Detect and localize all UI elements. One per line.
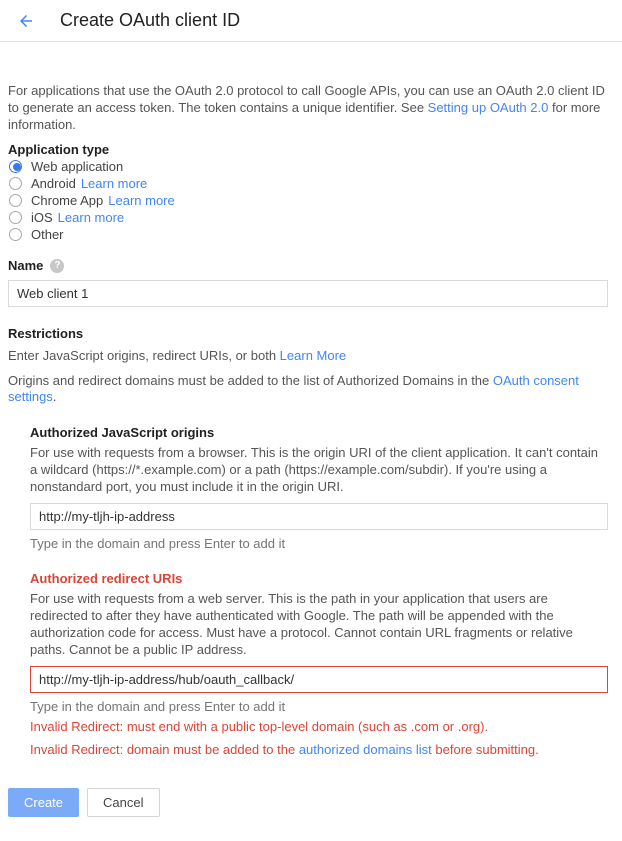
create-button[interactable]: Create [8,788,79,817]
back-arrow-icon [17,12,35,30]
radio-option-web-application[interactable] [8,158,608,174]
application-type-label: Application type [8,142,110,157]
origins-section [30,425,608,551]
page-header [0,0,622,42]
application-type-group [8,142,608,242]
restrictions-text-2: Origins and redirect domains must be added to the list of Authorized Domains in the [8,373,493,388]
radio-icon[interactable] [9,228,22,241]
origins-heading: Authorized JavaScript origins [30,425,215,440]
error-message-tld: Invalid Redirect: must end with a public top-level domain (such as .com or .org). [30,719,489,734]
error-text-before: Invalid Redirect: domain must be added to the [30,742,299,757]
redirect-uri-input[interactable] [30,666,608,693]
redirect-uris-description: For use with requests from a web server. This is the path in your application that users are redirected to after they have authenticated with Google. The path will be appended with the authorization code for access. Must have a protocol. Cannot contain URL fragments or relative paths. Cannot be a public IP address. [30,591,573,657]
restrictions-heading: Restrictions [8,326,84,341]
help-icon[interactable]: ? [50,259,64,273]
radio-option-other[interactable] [8,226,608,242]
redirect-uris-section [30,571,608,760]
radio-option-label: Other [31,226,64,242]
learn-more-link-restrictions[interactable]: Learn More [279,348,347,363]
origins-input[interactable] [30,503,608,530]
restrictions-text-1: Enter JavaScript origins, redirect URIs, or both [8,348,280,363]
setting-up-oauth-link[interactable]: Setting up OAuth 2.0 [427,100,549,115]
authorized-domains-list-link[interactable]: authorized domains list [298,742,432,757]
intro-text-after: for more information. [8,100,601,132]
radio-option-android[interactable] [8,175,608,191]
radio-option-label: iOS [31,209,53,225]
intro-paragraph [8,82,606,133]
restrictions-line-2 [8,373,608,405]
error-text-after: before submitting. [431,742,539,757]
cancel-button[interactable]: Cancel [87,788,159,817]
restrictions-line-1 [8,348,608,364]
radio-icon[interactable] [9,177,22,190]
page-title: Create OAuth client ID [60,10,241,30]
oauth-consent-settings-link[interactable]: OAuth consent settings [8,373,579,404]
radio-icon[interactable] [9,211,22,224]
radio-option-ios[interactable] [8,209,608,225]
form-content [0,82,622,841]
name-input[interactable] [8,280,608,307]
name-label: Name [8,258,44,273]
name-label-row [8,258,608,273]
origins-helper-text: Type in the domain and press Enter to add it [30,536,286,551]
radio-option-label: Chrome App [31,192,104,208]
learn-more-link-chrome-app[interactable]: Learn more [108,192,175,208]
error-message-domain [30,740,608,760]
intro-text: For applications that use the OAuth 2.0 protocol to call Google APIs, you can use an OAuth 2.0 client ID to generate an access token. The token contains a unique identifier. See [8,83,605,115]
form-actions [8,788,608,817]
origins-description: For use with requests from a browser. This is the origin URI of the client application. It can't contain a wildcard (https://*.example.com) or a path (https://example.com/subdir). If you're using a nonstandard port, you must include it in the origin URI. [30,445,599,494]
back-button[interactable] [14,9,38,33]
learn-more-link-ios[interactable]: Learn more [57,209,125,225]
radio-icon[interactable] [9,194,22,207]
radio-option-label: Web application [31,158,124,174]
radio-icon[interactable] [9,160,22,173]
radio-option-label: Android [31,175,76,191]
redirect-uris-helper-text: Type in the domain and press Enter to add it [30,699,286,714]
redirect-uris-heading: Authorized redirect URIs [30,571,183,586]
restrictions-text-2-after: . [52,389,57,404]
learn-more-link-android[interactable]: Learn more [80,175,148,191]
radio-option-chrome-app[interactable] [8,192,608,208]
